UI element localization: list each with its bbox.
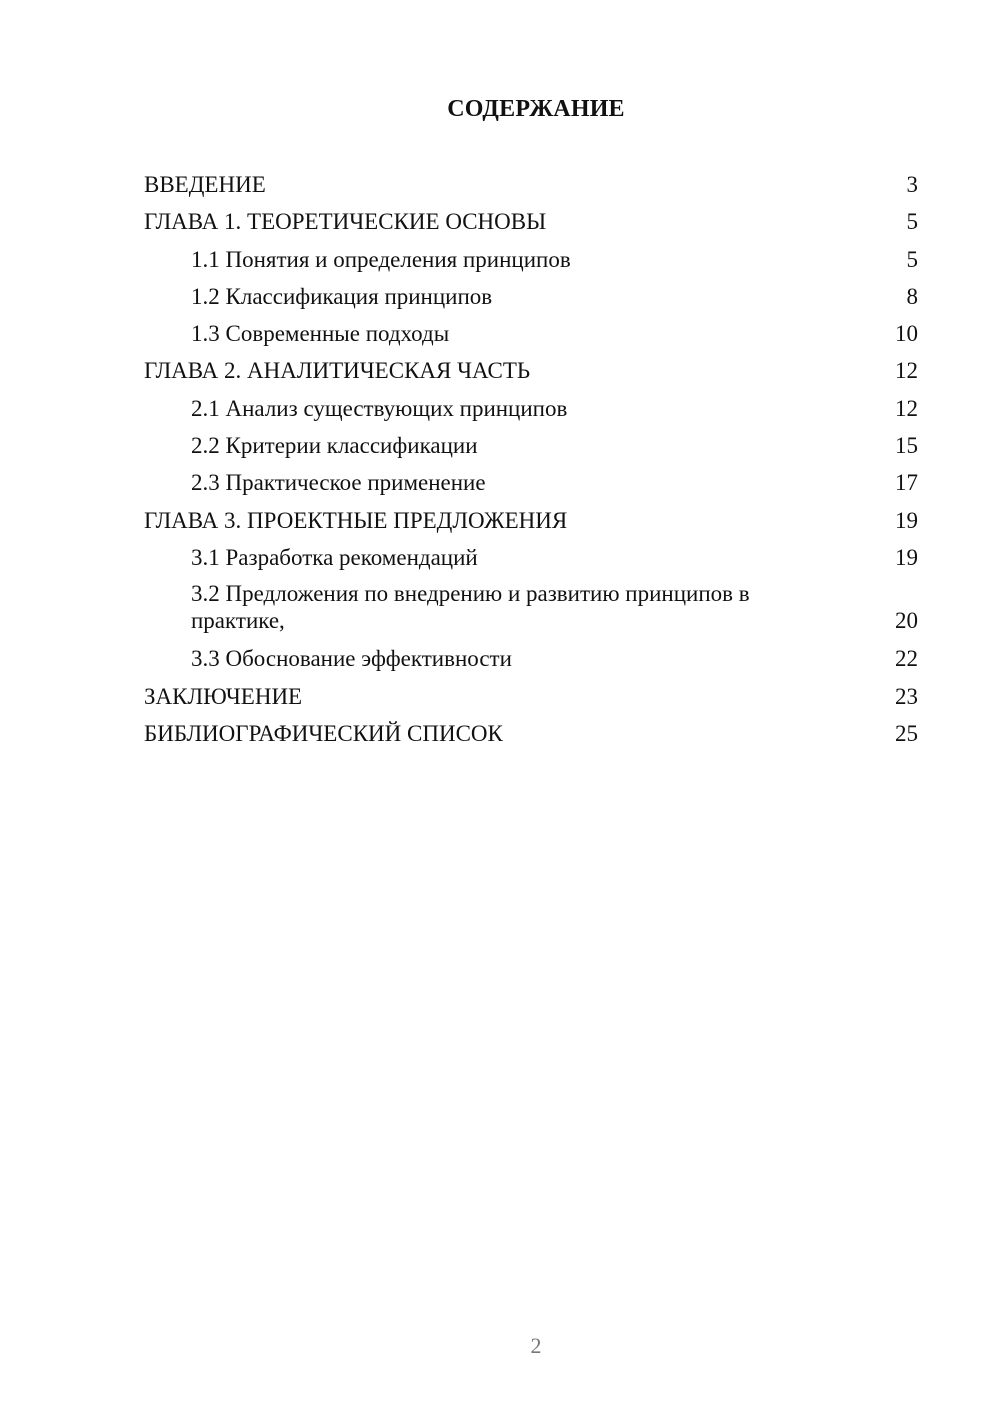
toc-entry-section-3-2[interactable]	[144, 576, 918, 640]
toc-entry-title: 3.1 Разработка рекомендаций	[191, 544, 478, 570]
toc-entry-page: 19	[895, 544, 918, 570]
toc-entry-page: 19	[895, 507, 918, 533]
page-title: СОДЕРЖАНИЕ	[447, 96, 625, 122]
toc-entry-section-3-1[interactable]	[144, 539, 918, 576]
toc-entry-page: 20	[895, 607, 918, 633]
toc-entry-page: 8	[906, 283, 918, 309]
toc-entry-title: 1.3 Современные подходы	[191, 321, 450, 347]
table-of-contents	[144, 166, 918, 752]
toc-entry-chapter-2[interactable]	[144, 352, 918, 389]
toc-entry-title: ГЛАВА 1. ТЕОРЕТИЧЕСКИЕ ОСНОВЫ	[144, 209, 547, 235]
toc-entry-page: 3	[906, 172, 918, 197]
toc-entry-title: 3.3 Обоснование эффективности	[191, 646, 512, 672]
toc-entry-section-2-1[interactable]	[144, 390, 918, 427]
toc-entry-chapter-1[interactable]	[144, 203, 918, 240]
toc-entry-chapter-3[interactable]	[144, 502, 918, 539]
page-number: 2	[530, 1333, 542, 1358]
toc-entry-section-1-1[interactable]	[144, 241, 918, 278]
toc-entry-conclusion[interactable]	[144, 678, 918, 715]
toc-entry-title: ГЛАВА 3. ПРОЕКТНЫЕ ПРЕДЛОЖЕНИЯ	[144, 507, 568, 533]
toc-entry-title: 3.2 Предложения по внедрению и развитию принципов в практике,	[191, 581, 750, 633]
toc-entry-page: 23	[895, 683, 918, 709]
toc-entry-section-1-3[interactable]	[144, 315, 918, 352]
toc-entry-title: 2.1 Анализ существующих принципов	[191, 395, 568, 421]
toc-entry-page: 25	[895, 720, 918, 746]
toc-entry-title: ГЛАВА 2. АНАЛИТИЧЕСКАЯ ЧАСТЬ	[144, 358, 531, 384]
toc-entry-page: 5	[906, 209, 918, 235]
toc-entry-page: 5	[906, 246, 918, 272]
toc-entry-section-2-2[interactable]	[144, 427, 918, 464]
toc-entry-title: 1.1 Понятия и определения принципов	[191, 246, 571, 272]
toc-entry-page: 12	[895, 395, 918, 421]
toc-entry-title: БИБЛИОГРАФИЧЕСКИЙ СПИСОК	[144, 720, 503, 746]
toc-entry-page: 10	[895, 321, 918, 347]
toc-entry-title: ВВЕДЕНИЕ	[144, 172, 266, 197]
toc-entry-section-2-3[interactable]	[144, 464, 918, 501]
toc-entry-title: 2.2 Критерии классификации	[191, 433, 478, 459]
toc-entry-page: 15	[895, 433, 918, 459]
toc-entry-section-3-3[interactable]	[144, 640, 918, 677]
toc-entry-page: 12	[895, 358, 918, 384]
toc-entry-introduction[interactable]	[144, 166, 918, 203]
toc-entry-title: ЗАКЛЮЧЕНИЕ	[144, 683, 303, 709]
toc-entry-title: 1.2 Классификация принципов	[191, 283, 493, 309]
toc-entry-title: 2.3 Практическое применение	[191, 470, 486, 496]
toc-entry-bibliography[interactable]	[144, 715, 918, 752]
toc-entry-page: 22	[895, 646, 918, 672]
toc-entry-page: 17	[895, 470, 918, 496]
toc-entry-section-1-2[interactable]	[144, 278, 918, 315]
